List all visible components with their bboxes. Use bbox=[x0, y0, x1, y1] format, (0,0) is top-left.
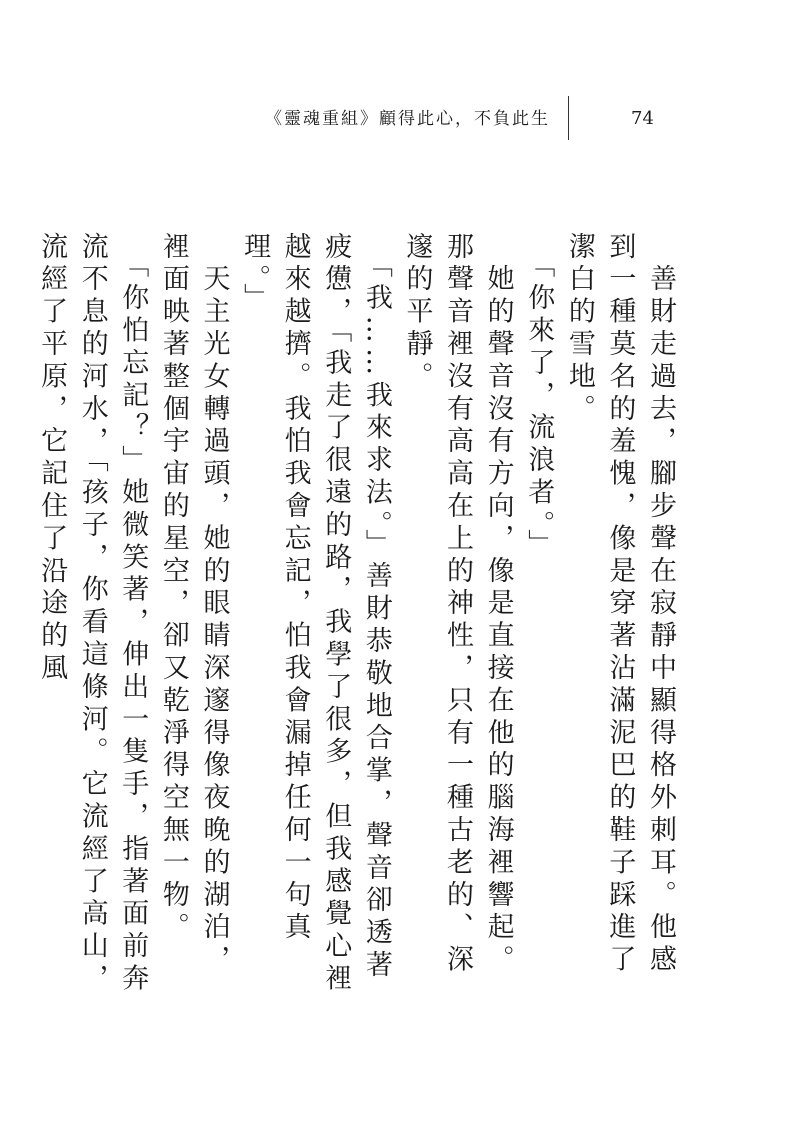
paragraph: 「你怕忘記？」她微笑著，伸出一隻手，指著面前奔流不息的河水，「孩子，你看這條河。它流經了高山，流經了平原，它記住了沿途的風 bbox=[36, 232, 149, 997]
paragraph: 「你來了，流浪者。」 bbox=[523, 232, 555, 562]
running-head: 《靈魂重組》顧得此心，不負此生 bbox=[265, 109, 550, 129]
vertical-text-body bbox=[31, 232, 681, 1002]
header-divider bbox=[568, 96, 569, 140]
paragraph: 她的聲音沒有方向，像是直接在他的腦海裡響起。那聲音裡沒有高高在上的神性，只有一種古老的、深邃的平靜。 bbox=[401, 232, 514, 978]
paragraph: 天主光女轉過頭，她的眼睛深邃得像夜晚的湖泊，裡面映著整個宇宙的星空，卻又乾淨得空無一物。 bbox=[157, 232, 230, 978]
paragraph: 「我……我來求法。」善財恭敬地合掌，聲音卻透著疲憊，「我走了很遠的路，我學了很多，但我感覺心裡越來越擠。我怕我會忘記，怕我會漏掉任何一句真理。」 bbox=[239, 232, 392, 997]
page-number: 74 bbox=[631, 108, 654, 129]
paragraph: 善財走過去，腳步聲在寂靜中顯得格外刺耳。他感到一種莫名的羞愧，像是穿著沾滿泥巴的鞋子踩進了潔白的雪地。 bbox=[563, 232, 676, 978]
